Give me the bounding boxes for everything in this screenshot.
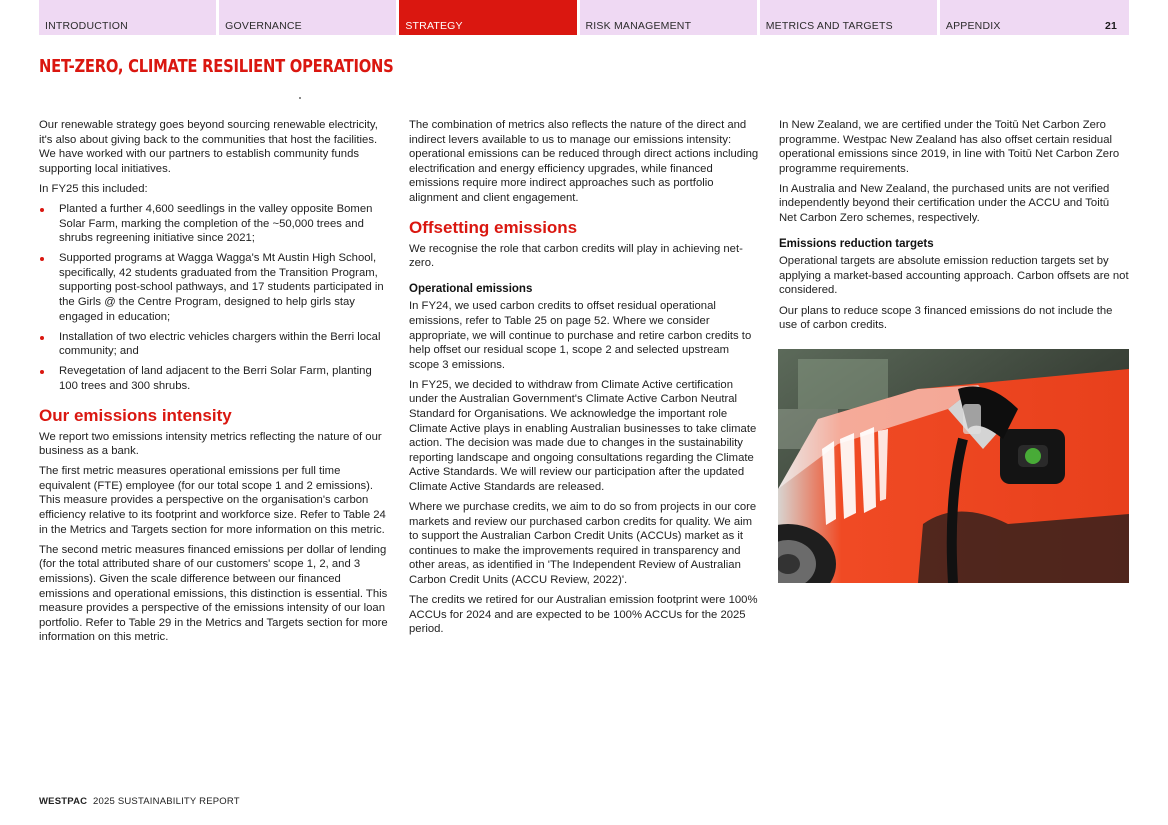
tab-strategy[interactable] [399,0,576,35]
footer-brand: WESTPAC [39,796,88,807]
paragraph: Where we purchase credits, we aim to do so from projects in our core markets and review our purchased carbon credits for quality. We aim to support the Australian Carbon Credit Units (ACCUs) market as it continues to make the improvements required in transparency and other areas, as identified in 'The Independent Review of Australian Carbon Credit Units (ACCU Review, 2022)'. [409,501,757,587]
tab-label: GOVERNANCE [225,20,302,32]
paragraph: The combination of metrics also reflects the nature of the direct and indirect levers available to us to manage our emissions intensity: operational emissions can be reduced through direct actions including electrification and energy efficiency upgrades, while financed emissions require more indirect approaches such as portfolio alignment and client engagement. [409,119,759,204]
section-heading: Our emissions intensity [39,405,232,425]
tab-appendix[interactable] [940,0,1129,35]
stray-dot [299,97,301,99]
paragraph: Operational targets are absolute emission reduction targets set by applying a market-based accounting approach. Carbon offsets are not considered. [779,255,1129,297]
column-left [39,118,389,650]
bullet-list [39,202,389,394]
page-footer [39,796,240,807]
section-heading: Offsetting emissions [409,217,578,237]
tab-label: RISK MANAGEMENT [585,20,692,32]
paragraph: The credits we retired for our Australian emission footprint were 100% ACCUs for 2024 and are expected to be 100% ACCUs for the 2025 period. [409,594,758,636]
page-title: NET-ZERO, CLIMATE RESILIENT OPERATIONS [39,56,394,77]
ev-charging-photo [778,349,1129,583]
sub-heading: Operational emissions [409,282,533,295]
paragraph: We report two emissions intensity metrics reflecting the nature of our business as a bank. [39,430,382,458]
tab-label: APPENDIX [945,20,1001,32]
paragraph: In FY25, we decided to withdraw from Climate Active certification under the Australian Government's Climate Active Carbon Neutral Standard for Organisations. We acknowledge the important role Climate Active plays in enabling Australian businesses to take climate action. The decision was made due to changes in the sustainability reporting landscape and ongoing consultations regarding the Climate Active Standards. We will review our participation after the updated Climate Active Standards are released. [409,378,757,493]
list-item: Installation of two electric vehicles chargers within the Berri local community; and [39,330,389,359]
paragraph: In New Zealand, we are certified under the Toitū Net Carbon Zero programme. Westpac New Zealand has also offset certain residual operational emissions since 2019, in line with Toitū Net Carbon Zero programme requirements. [779,119,1120,175]
paragraph: Our plans to reduce scope 3 financed emissions do not include the use of carbon credits. [779,304,1113,332]
tab-risk-management[interactable] [580,0,757,35]
tab-introduction[interactable] [39,0,216,35]
ev-charging-illustration [778,349,1129,583]
paragraph: The second metric measures financed emissions per dollar of lending (for the total attributed share of our customers' scope 1, 2, and 3 emissions). Given the scale difference between our financed emissions and operational emissions, this distinction is essential. This measure provides a perspective of the emissions intensity of our loan portfolio. Refer to Table 29 in the Metrics and Targets section for more information on this metric. [39,543,388,644]
paragraph: In FY25 this included: [39,182,148,195]
paragraph: In Australia and New Zealand, the purchased units are not verified independently beyond their certification under the ACCU and Toitū Net Carbon Zero schemes, respectively. [779,182,1110,225]
list-item: Revegetation of land adjacent to the Berri Solar Farm, planting 100 trees and 300 shrubs. [39,364,389,393]
page-number: 21 [1104,20,1118,32]
tab-governance[interactable] [219,0,396,35]
list-item: Planted a further 4,600 seedlings in the valley opposite Bomen Solar Farm, marking the completion of the ~50,000 trees and shrubs regreening initiative since 2021; [39,202,389,246]
section-nav [39,0,1129,35]
column-middle [409,118,759,642]
sub-heading: Emissions reduction targets [779,237,934,250]
paragraph: Our renewable strategy goes beyond sourcing renewable electricity, it's also about giving back to the communities that host the facilities. We have worked with our partners to establish community funds supporting local initiatives. [39,119,378,175]
list-item: Supported programs at Wagga Wagga's Mt Austin High School, specifically, 42 students graduated from the Transition Program, supporting post-school pathways, and 17 students participated in the Girls @ the Centre Program, designed to help girls stay engaged in education; [39,251,389,324]
paragraph: In FY24, we used carbon credits to offset residual operational emissions, refer to Table 25 on page 52. Where we consider appropriate, we will continue to purchase and retire carbon credits to help offset our residual scope 1, scope 2 and selected upstream scope 3 emissions. [409,300,752,371]
paragraph: We recognise the role that carbon credits will play in achieving net-zero. [409,242,743,270]
tab-label: METRICS AND TARGETS [765,20,893,32]
column-right [779,118,1129,338]
tab-label: STRATEGY [405,20,463,32]
paragraph: The first metric measures operational emissions per full time equivalent (FTE) employee (for our total scope 1 and 2 emissions). This measure provides a perspective on the organisation's carbon efficiency relative to its footprint and workforce size. Refer to Table 24 in the Metrics and Targets section for more information on this metric. [39,465,386,536]
footer-report-title: 2025 SUSTAINABILITY REPORT [93,796,240,807]
tab-metrics-and-targets[interactable] [760,0,937,35]
tab-label: INTRODUCTION [45,20,128,32]
